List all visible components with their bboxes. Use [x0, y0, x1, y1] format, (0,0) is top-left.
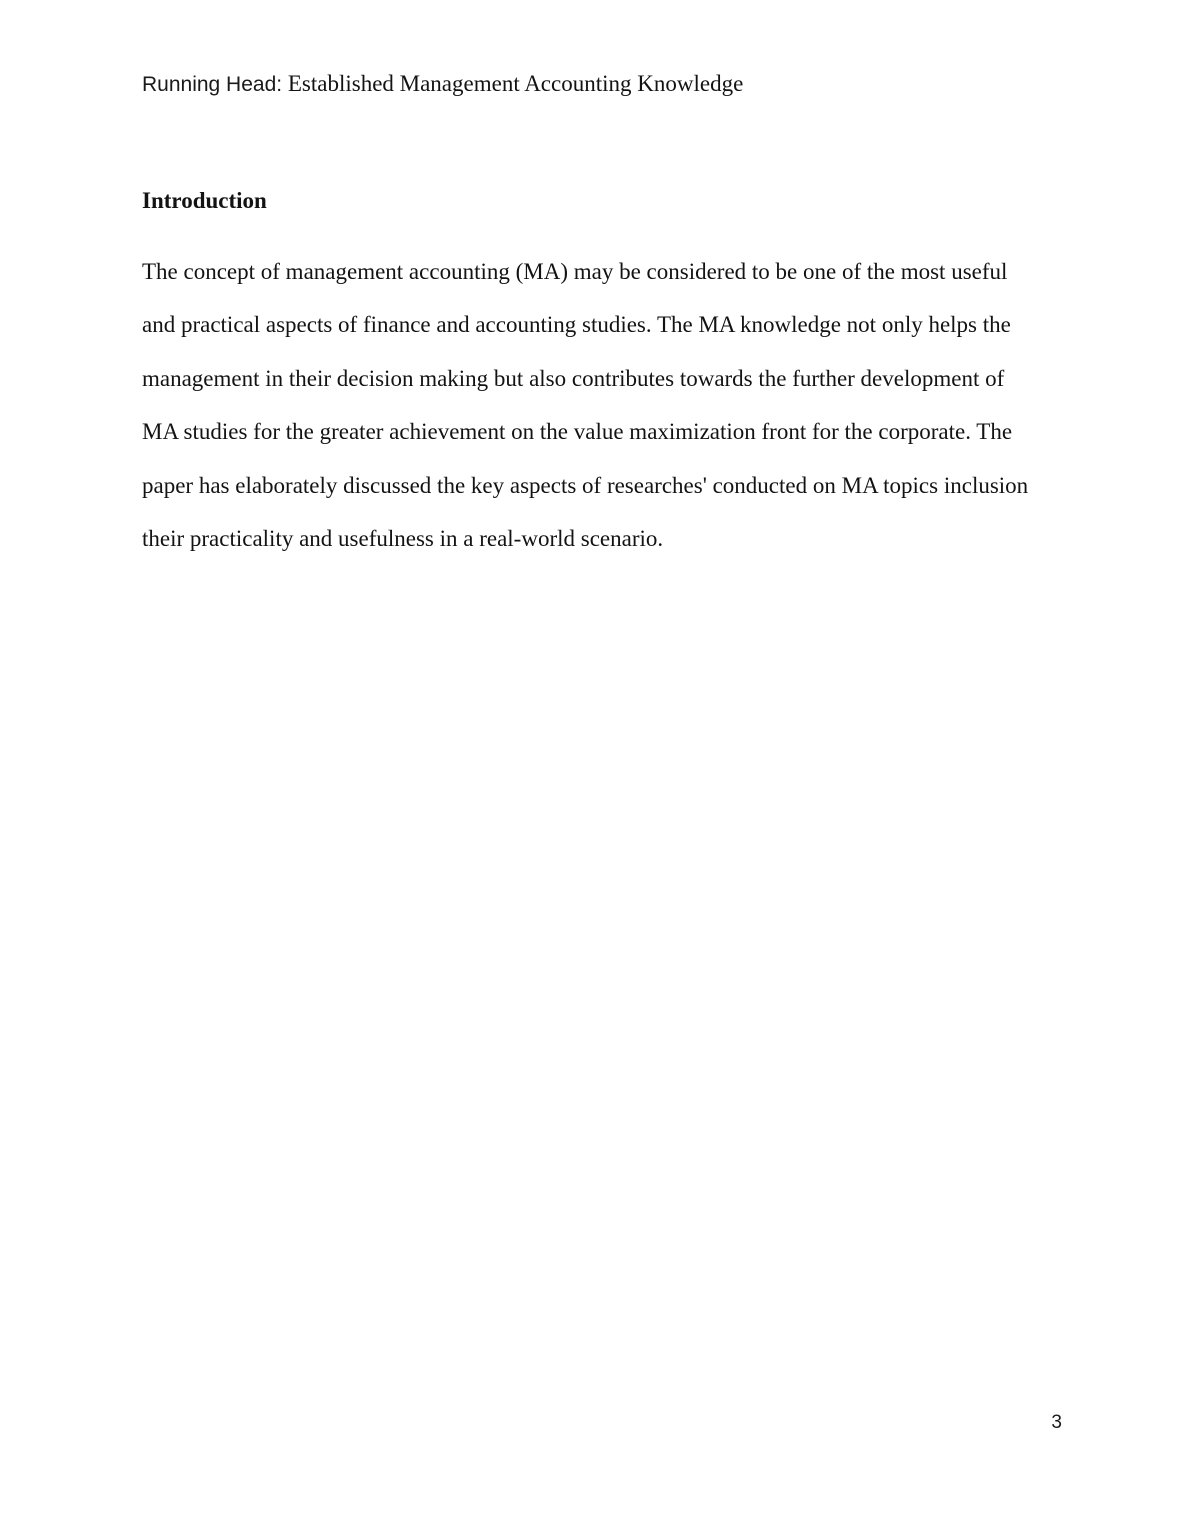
page-number: 3 — [1051, 1412, 1062, 1433]
running-head-title: Established Management Accounting Knowledge — [282, 71, 744, 96]
section-heading: Introduction — [142, 188, 267, 213]
paragraph-line: and practical aspects of finance and accounting studies. The MA knowledge not only helps the — [142, 312, 1011, 338]
running-head-label: Running Head: — [142, 73, 283, 96]
document-body — [142, 188, 1062, 565]
paragraph-line: The concept of management accounting (MA) may be considered to be one of the most useful — [142, 259, 1008, 284]
paragraph-line: paper has elaborately discussed the key aspects of researches' conducted on MA topics inclusion — [142, 472, 1029, 498]
page-footer — [0, 1412, 1062, 1434]
paragraph-line: management in their decision making but also contributes towards the further development of — [142, 365, 1005, 391]
running-head — [142, 71, 743, 97]
paragraph-line: their practicality and usefulness in a real-world scenario. — [142, 526, 664, 552]
intro-paragraph — [142, 245, 1062, 565]
paragraph-line: MA studies for the greater achievement on the value maximization front for the corporate. The — [142, 419, 1013, 445]
